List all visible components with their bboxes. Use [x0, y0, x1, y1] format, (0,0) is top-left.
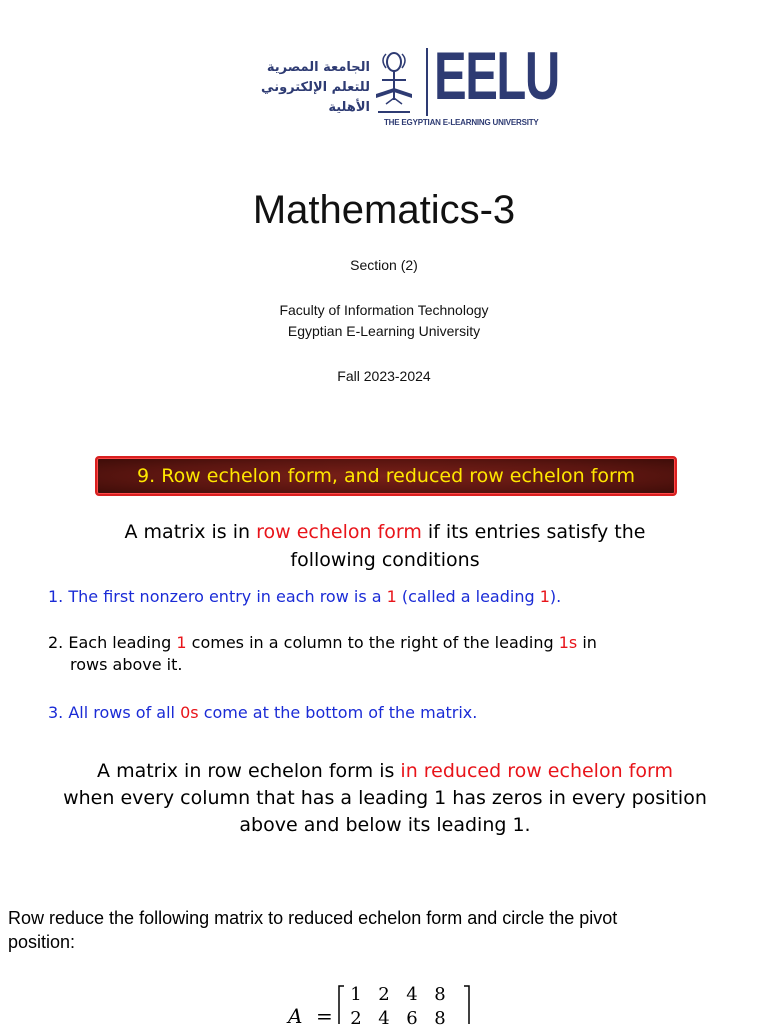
intro-text-tail: if its entries satisfy the	[421, 521, 646, 543]
matrix-cell: 8	[434, 1008, 446, 1029]
intro-text: A matrix is in	[124, 521, 257, 543]
matrix-row-1	[342, 984, 454, 1005]
reduced-text: A matrix in row echelon form is	[97, 760, 401, 782]
page-title: Mathematics-3	[252, 188, 516, 232]
condition-2-highlight: 1	[176, 633, 187, 652]
logo-acronym: EELU	[434, 38, 559, 114]
logo-divider	[426, 48, 428, 116]
topic-banner-text: 9. Row echelon form, and reduced row echelon form	[137, 465, 635, 487]
reduced-highlight: in reduced row echelon form	[400, 760, 673, 782]
logo-arabic-line1: الجامعة المصرية	[266, 60, 370, 75]
condition-3-text-2: come at the bottom of the matrix.	[198, 703, 478, 722]
task-paragraph	[8, 906, 748, 954]
matrix-equals: =	[316, 1004, 333, 1028]
logo-arabic-line2: للتعلم الإلكتروني الأهلية	[261, 80, 370, 115]
condition-1-text-2: (called a leading	[396, 587, 540, 606]
matrix-cell: 4	[378, 1008, 390, 1029]
condition-2-text-3: in	[577, 633, 597, 652]
intro-line2: following conditions	[290, 549, 480, 571]
task-line2: position:	[8, 932, 76, 952]
condition-2-line2: rows above it.	[70, 655, 183, 674]
matrix-cell: 2	[350, 1008, 362, 1029]
reduced-line2: when every column that has a leading 1 has zeros in every position	[63, 787, 707, 809]
logo-subtitle: THE EGYPTIAN E-LEARNING UNIVERSITY	[384, 118, 539, 127]
section-label: Section (2)	[350, 257, 418, 273]
intro-paragraph	[60, 518, 710, 574]
matrix-cell: 6	[406, 1008, 418, 1029]
task-line1: Row reduce the following matrix to reduced echelon form and circle the pivot	[8, 908, 618, 928]
matrix-name: A	[288, 1004, 303, 1028]
condition-1-highlight: 1	[386, 587, 397, 606]
condition-3	[48, 702, 477, 724]
condition-3-text: 3. All rows of all	[48, 703, 181, 722]
intro-highlight: row echelon form	[256, 521, 422, 543]
condition-1-text: 1. The first nonzero entry in each row is a	[48, 587, 387, 606]
condition-2-text-2: comes in a column to the right of the leading	[186, 633, 559, 652]
condition-1-highlight-2: 1	[539, 587, 550, 606]
term-label: Fall 2023-2024	[337, 368, 431, 384]
condition-2	[48, 632, 597, 676]
condition-2-highlight-2: 1s	[558, 633, 578, 652]
reduced-line3: above and below its leading 1.	[239, 814, 531, 836]
matrix-cell: 1	[350, 984, 362, 1005]
matrix-cell: 2	[378, 984, 390, 1005]
condition-2-text: 2. Each leading	[48, 633, 177, 652]
matrix-cell: 8	[434, 984, 446, 1005]
reduced-paragraph	[40, 758, 730, 839]
condition-3-highlight: 0s	[180, 703, 199, 722]
logo-arabic-text	[228, 58, 370, 118]
matrix-row-2	[342, 1008, 454, 1029]
faculty-label: Faculty of Information Technology	[279, 302, 489, 318]
university-label: Egyptian E-Learning University	[287, 323, 481, 339]
ankh-book-emblem-icon	[372, 48, 416, 120]
matrix-cell: 4	[406, 984, 418, 1005]
condition-1	[48, 586, 561, 608]
condition-1-text-3: ).	[549, 587, 562, 606]
